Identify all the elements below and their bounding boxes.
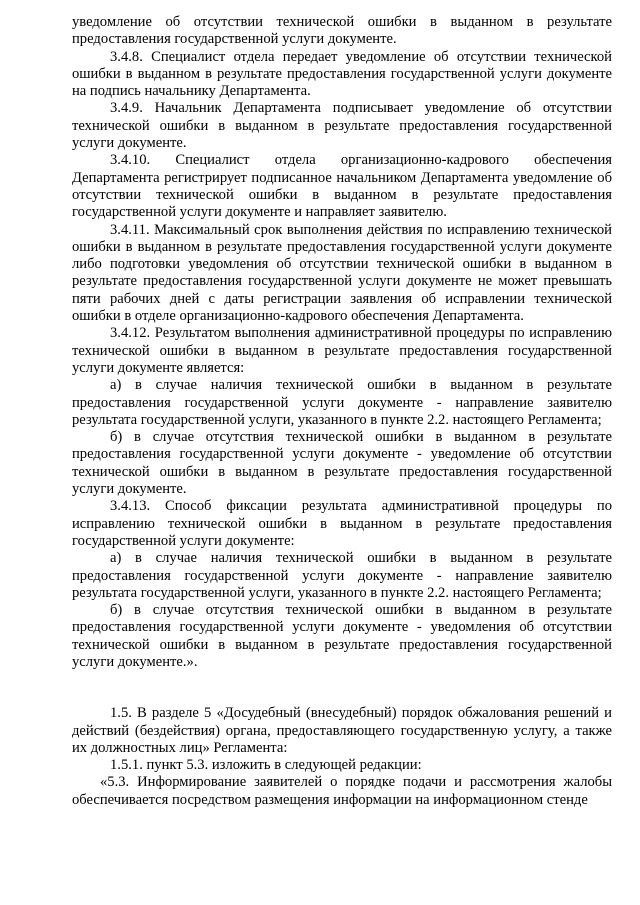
- paragraph-3-4-11: 3.4.11. Максимальный срок выполнения действия по исправлению технической ошибки в выданном в результате предоставления государственной услуги документе либо подготовки уведомления об отсутствии технической ошибки в выданном в результате предоставления государственной услуги документе не может превышать пяти рабочих дней с даты регистрации заявления об исправлении технической ошибки в отделе организационно-кадрового обеспечения Департамента.: [72, 221, 612, 325]
- document-page: [72, 14, 612, 809]
- paragraph-3-4-12-b: б) в случае отсутствия технической ошибки в выданном в результате предоставления государственной услуги документе - уведомление об отсутствии технической ошибки в выданном в результате предоставления государственной услуги документе.: [72, 429, 612, 498]
- paragraph-3-4-8: 3.4.8. Специалист отдела передает уведомление об отсутствии технической ошибки в выданном в результате предоставления государственной услуги документе на подпись начальнику Департамента.: [72, 48, 612, 100]
- paragraph-1-5-1: 1.5.1. пункт 5.3. изложить в следующей редакции:: [110, 757, 422, 774]
- paragraph-3-4-13-a: а) в случае наличия технической ошибки в выданном в результате предоставления государственной услуги документе - направление заявителю результата государственной услуги, указанного в пункте 2.2. настоящего Регламента;: [72, 550, 612, 601]
- paragraph-continuation: уведомление об отсутствии технической ошибки в выданном в результате предоставления государственной услуги документе.: [72, 14, 612, 48]
- paragraph-3-4-10: 3.4.10. Специалист отдела организационно-кадрового обеспечения Департамента регистрирует подписанное начальником Департамента уведомление об отсутствии технической ошибки в выданном в результате предоставления государственной услуги документе и направляет заявителю.: [72, 152, 612, 221]
- paragraph-3-4-12: 3.4.12. Результатом выполнения административной процедуры по исправлению технической ошибки в выданном в результате предоставления государственной услуги документе является:: [72, 325, 612, 376]
- paragraph-5-3: «5.3. Информирование заявителей о порядке подачи и рассмотрения жалобы обеспечивается посредством размещения информации на информационном стенде: [72, 774, 612, 808]
- paragraph-3-4-13: 3.4.13. Способ фиксации результата административной процедуры по исправлению технической ошибки в выданном в результате предоставления государственной услуги документе:: [72, 498, 612, 549]
- paragraph-3-4-12-a: а) в случае наличия технической ошибки в выданном в результате предоставления государственной услуги документе - направление заявителю результата государственной услуги, указанного в пункте 2.2. настоящего Регламента;: [72, 377, 612, 428]
- paragraph-3-4-9: 3.4.9. Начальник Департамента подписывает уведомление об отсутствии технической ошибки в выданном в результате предоставления государственной услуги документе.: [72, 100, 612, 152]
- paragraph-1-5: 1.5. В разделе 5 «Досудебный (внесудебный) порядок обжалования решений и действий (бездействия) органа, предоставляющего государственную услугу, а также их должностных лиц» Регламента:: [72, 705, 612, 756]
- paragraph-3-4-13-b: б) в случае отсутствия технической ошибки в выданном в результате предоставления государственной услуги документе - уведомления об отсутствии технической ошибки в выданном в результате предоставления государственной услуги документе.».: [72, 602, 612, 670]
